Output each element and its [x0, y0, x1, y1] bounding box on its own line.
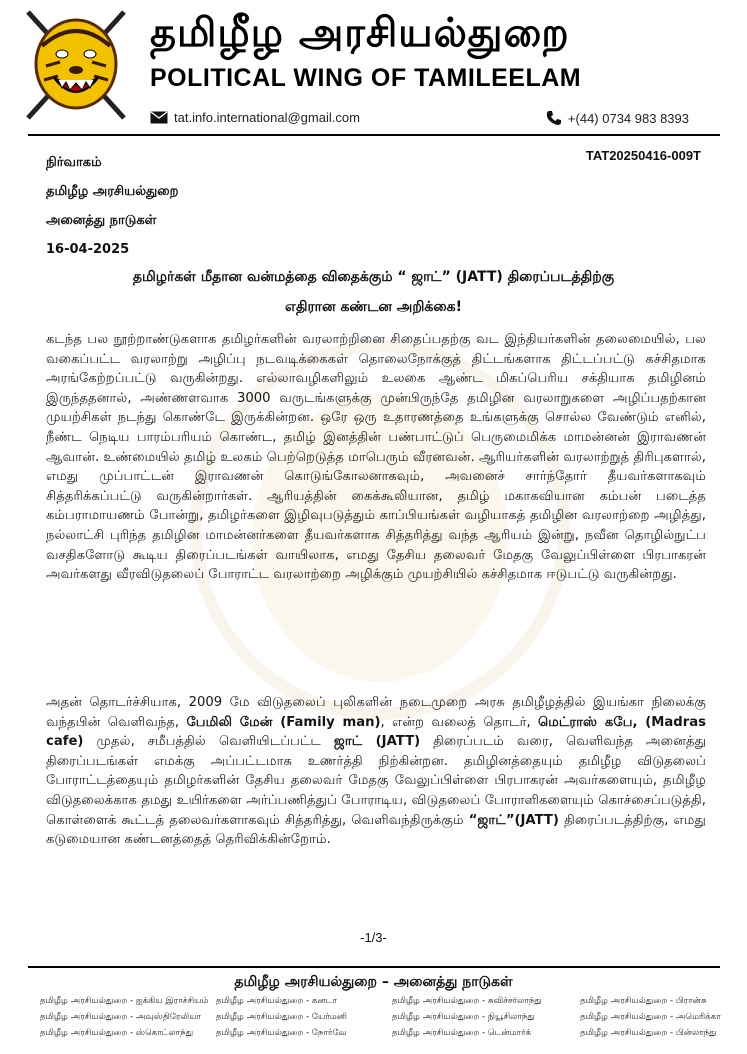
- email-text: tat.info.international@gmail.com: [174, 110, 360, 125]
- office-item: தமிழீழ அரசியல்துறை - அவுஸ்திரேலியா: [40, 1012, 202, 1022]
- p2-text-a: அதன் தொடர்ச்சியாக, 2009 மே விடுதலைப் புலிகளின் நடைமுறை அரசு தமிழீழத்தில் இயங்கா நிலைக்கு வந்தபின் வெளிவந்த,: [46, 695, 706, 730]
- p2-jatt: ஜாட் (JATT): [333, 734, 421, 750]
- p2-text-e: முதல், சமீபத்தில் வெளியிடப்பட்ட: [83, 734, 334, 750]
- contact-phone: [546, 110, 689, 126]
- office-item: தமிழீழ அரசியல்துறை - டென்மார்க்: [392, 1028, 532, 1038]
- envelope-icon: [150, 111, 168, 124]
- office-item: தமிழீழ அரசியல்துறை - நியூசிலாந்து: [392, 1012, 535, 1022]
- footer-offices: [40, 996, 740, 1039]
- letter-date: 16-04-2025: [46, 242, 130, 257]
- sender-block: [46, 148, 178, 264]
- subject-line-2: எதிரான கண்டன அறிக்கை!: [285, 299, 462, 315]
- footer-divider: [28, 966, 720, 968]
- statement-subject: [40, 262, 707, 322]
- office-item: தமிழீழ அரசியல்துறை - பிரான்சு: [580, 996, 707, 1006]
- phone-icon: [546, 110, 562, 126]
- p2-text-i: திரைப்படத்திற்கு, எமது கடுமையான கண்டனத்தைத் தெரிவிக்கின்றோம்.: [46, 812, 706, 848]
- p2-jatt-quoted: “ஜாட்”(JATT): [468, 812, 559, 828]
- sender-line-administration: நிர்வாகம்: [46, 155, 102, 170]
- office-item: தமிழீழ அரசியல்துறை - சுவிச்சர்லாந்து: [392, 996, 542, 1006]
- p2-madras-cafe: மெட்ராஸ் கபே, (Madras cafe): [46, 714, 706, 750]
- phone-text: +(44) 0734 983 8393: [567, 110, 689, 126]
- office-item: தமிழீழ அரசியல்துறை - யேர்மனி: [216, 1012, 348, 1022]
- sender-line-department: தமிழீழ அரசியல்துறை: [46, 184, 179, 199]
- header-divider: [28, 134, 720, 136]
- sender-line-countries: அனைத்து நாடுகள்: [46, 213, 157, 228]
- subject-line-1: தமிழர்கள் மீதான வன்மத்தை விதைக்கும் “ ஜாட்” (JATT) திரைப்படத்திற்கு: [132, 269, 615, 285]
- p2-text-g: திரைப்படம் வரை, வெளிவந்த அனைத்து திரைப்படங்கள் எமக்கு அப்பட்டமாக உணர்த்தி நிற்கின்றன. தமிழினத்தையும் தமிழீழ விடுதலைப் போராட்டத்தையும் தமிழர்களின் தேசிய தலைவர் மேதகு வேலுப்பிள்ளை பிரபாகரன் அவர்களையும், தமிழீழ விடுதலைக்காக தமது உயிர்களை அர்ப்பணித்துப் போராடிய, விடுதலைப் போராளிகளையும் கொச்சைப்படுத்தி, கொள்ளைக் கூட்டத் தலைவர்களாகவும் சித்தரித்து, வெளிவந்திருக்கும்: [46, 734, 707, 828]
- letterhead: [0, 0, 747, 140]
- body-paragraph-2: [46, 693, 706, 850]
- organization-title-tamil: தமிழீழ அரசியல்துறை: [150, 10, 570, 56]
- organization-title-english: POLITICAL WING OF TAMILEELAM: [150, 64, 582, 92]
- footer-title: தமிழீழ அரசியல்துறை – அனைத்து நாடுகள்: [234, 974, 513, 990]
- body-paragraph-1: கடந்த பல நூற்றாண்டுகளாக தமிழர்களின் வரலாற்றினை சிதைப்பதற்கு வட இந்தியர்களின் தலைமையில், பல வகைப்பட்ட வரலாற்று அழிப்பு நடவடிக்கைகள் தொலைநோக்குத் திட்டங்களாக திட்டப்பட்டு கச்சிதமாக அரங்கேற்றப்பட்டு வருகின்றது. எல்லாவழிகளிலும் உலகை ஆண்ட மிகப்பெரிய சக்தியாக தமிழினம் இருந்ததனால், அண்ணளவாக 3000 வருடங்களுக்கு முன்பிருந்தே தமிழின வரலாறுகளை அழிப்பதற்கான முயற்சிகள் நடந்து கொண்டே இருக்கின்றன. ஒரே ஒரு உதாரணத்தை உங்களுக்கு சொல்ல வேண்டும் எனில், நீண்ட நெடிய பாரம்பரியம் கொண்ட, தமிழ் இனத்தின் பண்பாட்டுப் பெருமைமிக்க மாமன்னன் இராவணன் ஆவான். உண்மையில் தமிழ் உலகம் பெற்றெடுத்த மாபெரும் வீரனவன். ஆரியர்களின் வரலாற்றுத் திரிபுகளால், எமது முப்பாட்டன் இராவணன் கொடுங்கோலனாகவும், அவனைச் சார்ந்தோர் தீயவர்களாகவும் சித்தரிக்கப்பட்டு வருகின்றார்கள். ஆரியத்தின் கைக்கூலியான, தமிழ் மகாகவியான கம்பன் படைத்த கம்பராமாயணம் போன்று, தமிழர்களை இழிவுபடுத்தும் காப்பியங்கள் வழியாகத் தமிழின வரலாற்றை அழித்து, நல்லாட்சி புரிந்த தமிழின மாமன்னர்களை தீயவர்களாக சித்தரித்து வந்த ஆரியம் இன்று, நவீன தொழில்நுட்ப வசதிகளோடு கூடிய திரைப்படங்கள் வாயிலாக, எமது தேசிய தலைவர் மேதகு வேலுப்பிள்ளை பிரபாகரன் அவர்களது வீரவிடுதலைப் போராட்ட வரலாற்றை அழிக்கும் முயற்சியில் கச்சிதமாக ஈடுபட்டு வருகின்றது.: [46, 332, 706, 583]
- p2-text-c: , என்ற வலைத் தொடர்,: [380, 714, 538, 730]
- office-item: தமிழீழ அரசியல்துறை - அமெரிக்கா: [580, 1012, 721, 1022]
- office-item: தமிழீழ அரசியல்துறை - ஸ்கொட்லாந்து: [40, 1028, 194, 1038]
- p2-family-man: பேமிலி மேன் (Family man): [186, 714, 381, 730]
- contact-email: [150, 110, 360, 125]
- office-item: தமிழீழ அரசியல்துறை - ஐக்கிய இராச்சியம்: [40, 996, 209, 1006]
- office-item: தமிழீழ அரசியல்துறை - பின்லாந்து: [580, 1028, 717, 1038]
- reference-number: TAT20250416-009T: [585, 148, 701, 163]
- tiger-emblem-logo: [20, 6, 132, 124]
- office-item: தமிழீழ அரசியல்துறை - கனடா: [216, 996, 338, 1006]
- page-number: -1/3-: [360, 930, 387, 945]
- office-item: தமிழீழ அரசியல்துறை - நோர்வே: [216, 1028, 347, 1038]
